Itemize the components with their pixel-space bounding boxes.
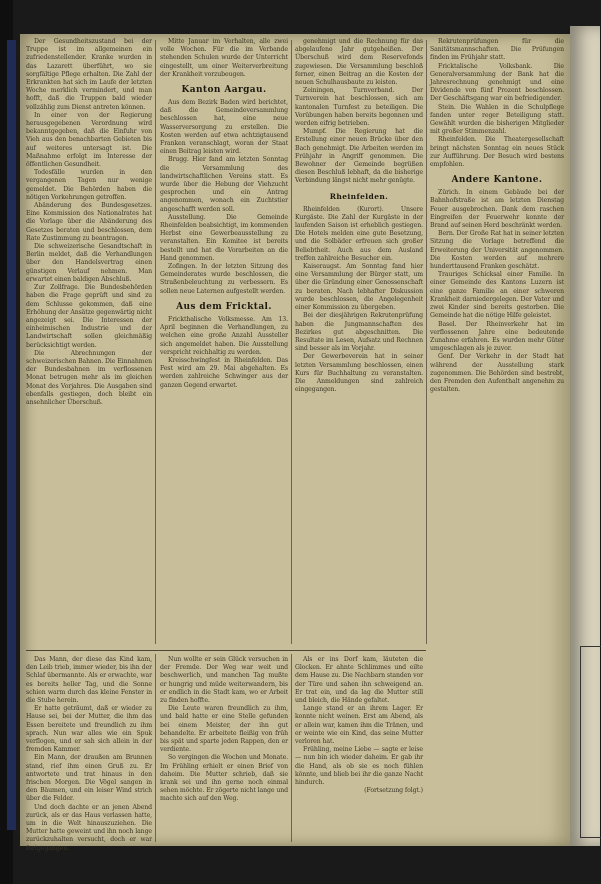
paragraph: Bei der diesjährigen Rekrutenprüfung haben die Jungmannschaften des Bezirkes gut abgeschnitten. Die Resultate im Lesen, Aufsatz und Rechnen sind besser als im Vorjahr.	[295, 312, 423, 353]
paragraph: Kaiseraugst. Am Sonntag fand hier eine Versammlung der Bürger statt, um über die Gründung einer Genossenschaft zu beraten. Nach lebhafter Diskussion wurde beschlossen, die Angelegenheit einer Kommission zu übergeben.	[295, 263, 423, 312]
paragraph: Brugg. Hier fand am letzten Sonntag die Versammlung des landwirtschaftlichen Vereins statt. Es wurde über die Hebung der Viehzucht gesprochen und ein Antrag angenommen, wonach ein Zuchtstier angeschafft werden soll.	[160, 156, 288, 213]
paragraph: Lange stand er an ihrem Lager. Er konnte nicht weinen. Erst am Abend, als er allein war, kamen ihm die Tränen, und er weinte wie ein Kind, das seine Mutter verloren hat.	[295, 705, 423, 746]
paragraph: Kreisschwingfest in Rheinfelden. Das Fest wird am 29. Mai abgehalten. Es werden zahlreiche Schwinger aus der ganzen Gegend erwartet.	[160, 356, 288, 389]
paragraph: Die schweizerische Gesandtschaft in Berlin meldet, daß die Verhandlungen über den Handelsvertrag einen günstigen Verlauf nehmen. Man erwartet einen baldigen Abschluß.	[26, 243, 152, 283]
section-heading-aargau: Kanton Aargau.	[181, 85, 267, 96]
paragraph: Und doch dachte er an jenen Abend zurück, als er das Haus verlassen hatte, um in die Welt hinauszuziehen. Die Mutter hatte geweint und ihn noch lange zurückzuhalten versucht, doch er war fortgegangen.	[26, 803, 152, 852]
paragraph: Genf. Der Verkehr in der Stadt hat während der Ausstellung stark zugenommen. Die Behörden sind bestrebt, den Fremden den Aufenthalt angenehm zu gestalten.	[430, 353, 564, 394]
facing-page-advert-box	[580, 646, 601, 838]
paragraph: Abänderung des Bundesgesetzes. Eine Kommission des Nationalrates hat die Vorlage über die Abänderung des Gesetzes beraten und beschlossen, dem Rate Zustimmung zu beantragen.	[26, 202, 152, 242]
paragraph: Die Leute waren freundlich zu ihm, und bald hatte er eine Stelle gefunden bei einem Meister, der ihn gut behandelte. Er arbeitete fleißig von früh bis spät und sparte jeden Rappen, den er verdiente.	[160, 705, 288, 754]
paragraph: Nun wollte er sein Glück versuchen in der Fremde. Der Weg war weit und beschwerlich, und manchen Tag mußte er hungrig und müde weiterwandern, bis er endlich in die Stadt kam, wo er Arbeit zu finden hoffte.	[160, 656, 288, 705]
section-heading-fricktal: Aus dem Fricktal.	[176, 301, 272, 312]
paragraph: Mitte Januar im Verhalten, alle zwei volle Wochen. Für die im Verbande stehenden Schulen wurde der Unterricht eingestellt, um einer Weiterverbreitung der Krankheit vorzubeugen.	[160, 38, 288, 78]
section-heading-rheinfelden: Rheinfelden.	[329, 191, 389, 201]
paragraph: Zeiningen, Turnverband. Der Turnverein hat beschlossen, sich am kantonalen Turnfest zu beteiligen. Die Vorübungen haben bereits begonnen und werden eifrig betrieben.	[295, 87, 423, 128]
paragraph: Frühling, meine Liebe — sagte er leise — nun bin ich wieder daheim. Er gab ihr die Hand, als ob sie es noch fühlen könnte, und blieb bei ihr die ganze Nacht hindurch.	[295, 746, 423, 787]
continuation-note: (Fortsetzung folgt.)	[364, 787, 423, 795]
paragraph: In einer von der Regierung herausgegebenen Verordnung wird bekanntgegeben, daß die Einfuhr von Vieh aus den benachbarten Gebieten bis auf weiteres untersagt ist. Die Maßnahme erfolgt im Interesse der öffentlichen Gesundheit.	[26, 111, 152, 169]
book-spine-strip	[7, 40, 16, 830]
facing-page-edge	[570, 26, 600, 846]
column-divider	[291, 40, 292, 644]
column-1	[26, 38, 152, 646]
paragraph: Als er ins Dorf kam, läuteten die Glocken. Er ahnte Schlimmes und eilte dem Hause zu. Die Nachbarn standen vor der Türe und sahen ihn schweigend an. Er trat ein, und da lag die Mutter still und bleich, die Hände gefaltet.	[295, 656, 423, 705]
paragraph: Zürich. In einem Gebäude bei der Bahnhofstraße ist am letzten Dienstag Feuer ausgebrochen. Dank dem raschen Eingreifen der Feuerwehr konnte der Brand auf seinen Herd beschränkt werden.	[430, 189, 564, 230]
paragraph: Ausstellung. Die Gemeinde Rheinfelden beabsichtigt, im kommenden Herbst eine Gewerbeausstellung zu veranstalten. Ein Komitee ist bereits bestellt und hat die Vorarbeiten an die Hand genommen.	[160, 213, 288, 262]
column-1-text	[26, 38, 152, 407]
column-4	[430, 38, 564, 646]
feuilleton-separator	[26, 650, 426, 651]
feuilleton-column-1	[26, 656, 152, 852]
paragraph: Ein Mann, der draußen am Brunnen stand, rief ihm einen Gruß zu. Er antwortete und trat hinaus in den frischen Morgen. Die Vögel sangen in den Bäumen, und ein leiser Wind strich über die Felder.	[26, 754, 152, 803]
feuilleton-column-3	[295, 656, 423, 842]
paragraph: Stein. Die Wahlen in die Schulpflege fanden unter reger Beteiligung statt. Gewählt wurden die bisherigen Mitglieder mit großer Stimmenzahl.	[430, 103, 564, 136]
column-2	[160, 38, 288, 646]
column-3	[295, 38, 423, 646]
section-heading-andere-kantone: Andere Kantone.	[451, 175, 543, 186]
paragraph: Basel. Der Rheinverkehr hat im verflossenen Jahre eine bedeutende Zunahme erfahren. Es wurden mehr Güter umgeschlagen als je zuvor.	[430, 320, 564, 353]
paragraph: Das Mann, der diese das Kind kam, den Leib trieb, immer wieder, bis ihn der Schlaf übermannte. Als er erwachte, war es bereits heller Tag, und die Sonne schien warm durch das kleine Fenster in die Stube herein.	[26, 656, 152, 705]
paragraph: Die Abrechnungen der schweizerischen Bahnen. Die Einnahmen der Bundesbahnen im verflossenen Monat betrugen mehr als im gleichen Monat des Vorjahres. Die Ausgaben sind ebenfalls gestiegen, doch bleibt ein ansehnlicher Überschuß.	[26, 349, 152, 406]
paragraph: Mumpf. Die Regierung hat die Erstellung einer neuen Brücke über den Bach genehmigt. Die Arbeiten werden im Frühjahr in Angriff genommen. Die Bewohner der Gemeinde begrüßen diesen Beschluß lebhaft, da die bisherige Verbindung längst nicht mehr genügte.	[295, 128, 423, 185]
paragraph: Rheinfelden. Die Theatergesellschaft bringt nächsten Sonntag ein neues Stück zur Aufführung. Der Besuch wird bestens empfohlen.	[430, 136, 564, 169]
paragraph: Bern. Der Große Rat hat in seiner letzten Sitzung die Vorlage betreffend die Erweiterung der Universität angenommen. Die Kosten werden auf mehrere hunderttausend Franken geschätzt.	[430, 230, 564, 271]
paragraph: So vergingen die Wochen und Monate. Im Frühling erhielt er einen Brief von daheim. Die Mutter schrieb, daß sie krank sei und ihn gerne noch einmal sehen möchte. Er zögerte nicht lange und machte sich auf den Weg.	[160, 754, 288, 803]
paragraph: Zur Zollfrage. Die Bundesbehörden haben die Frage geprüft und sind zu dem Schlusse gekommen, daß eine Erhöhung der Ansätze gegenwärtig nicht angezeigt sei. Die Interessen der einheimischen Industrie und der Landwirtschaft sollen gleichmäßig berücksichtigt werden.	[26, 284, 152, 349]
paragraph: Zofingen. In der letzten Sitzung des Gemeinderates wurde beschlossen, die Straßenbeleuchtung zu verbessern. Es sollen neue Laternen aufgestellt werden.	[160, 263, 288, 295]
paragraph: Frickthalische Volksmesse. Am 13. April beginnen die Verhandlungen, zu welchen eine große Anzahl Aussteller sich angemeldet haben. Die Ausstellung verspricht reichhaltig zu werden.	[160, 315, 288, 356]
column-divider	[155, 40, 156, 644]
newspaper-page	[20, 34, 572, 852]
paragraph: Er hatte geträumt, daß er wieder zu Hause sei, bei der Mutter, die ihm das Essen bereitete und freundlich zu ihm sprach. Nun war alles wie ein Spuk verflogen, und er sah sich allein in der fremden Kammer.	[26, 705, 152, 754]
paragraph: Trauriges Schicksal einer Familie. In einer Gemeinde des Kantons Luzern ist eine ganze Familie an einer schweren Krankheit darniedergelegen. Der Vater und zwei Kinder sind bereits gestorben. Die Gemeinde hat die nötige Hilfe geleistet.	[430, 271, 564, 320]
paragraph: Der Gewerbeverein hat in seiner letzten Versammlung beschlossen, einen Kurs für Buchhaltung zu veranstalten. Die Anmeldungen sind zahlreich eingegangen.	[295, 353, 423, 394]
paragraph: genehmigt und die Rechnung für das abgelaufene Jahr gutgeheißen. Der Überschuß wird dem Reservefonds zugewiesen. Die Versammlung beschloß ferner, einen Beitrag an die Kosten der neuen Schulhausbaute zu leisten.	[295, 38, 423, 87]
column-divider	[426, 40, 427, 644]
paragraph: Aus dem Bezirk Baden wird berichtet, daß die Gemeindeversammlung beschlossen hat, eine neue Wasserversorgung zu erstellen. Die Kosten werden auf etwa achtzigtausend Franken veranschlagt, woran der Staat einen Beitrag leisten wird.	[160, 99, 288, 156]
paragraph: Der Gesundheitszustand bei der Truppe ist im allgemeinen ein zufriedenstellender. Kranke wurden in das Lazarett überführt, wo sie sorgfältige Pflege erhalten. Die Zahl der Erkrankten hat sich im Laufe der letzten Woche merklich vermindert, und man hofft, daß die Truppen bald wieder vollzählig zum Dienst antreten können.	[26, 38, 152, 111]
paragraph: Todesfälle wurden in den vergangenen Tagen nur wenige gemeldet. Die Behörden haben die nötigen Vorkehrungen getroffen.	[26, 169, 152, 201]
paragraph: Rekrutenprüfungen für die Sanitätsmannschaften. Die Prüfungen finden im Frühjahr statt.	[430, 38, 564, 62]
paragraph: Fricktalische Volksbank. Die Generalversammlung der Bank hat die Jahresrechnung genehmigt und eine Dividende von fünf Prozent beschlossen. Der Geschäftsgang war ein befriedigender.	[430, 62, 564, 103]
feuilleton-column-2	[160, 656, 288, 842]
column-divider	[155, 654, 156, 842]
paragraph: Rheinfelden (Kurort). Unsere Kurgäste. Die Zahl der Kurgäste in der laufenden Saison ist erheblich gestiegen. Die Hotels melden eine gute Besetzung, und die Solbäder erfreuen sich großer Beliebtheit. Auch aus dem Ausland treffen zahlreiche Besucher ein.	[295, 205, 423, 262]
column-divider	[291, 654, 292, 842]
